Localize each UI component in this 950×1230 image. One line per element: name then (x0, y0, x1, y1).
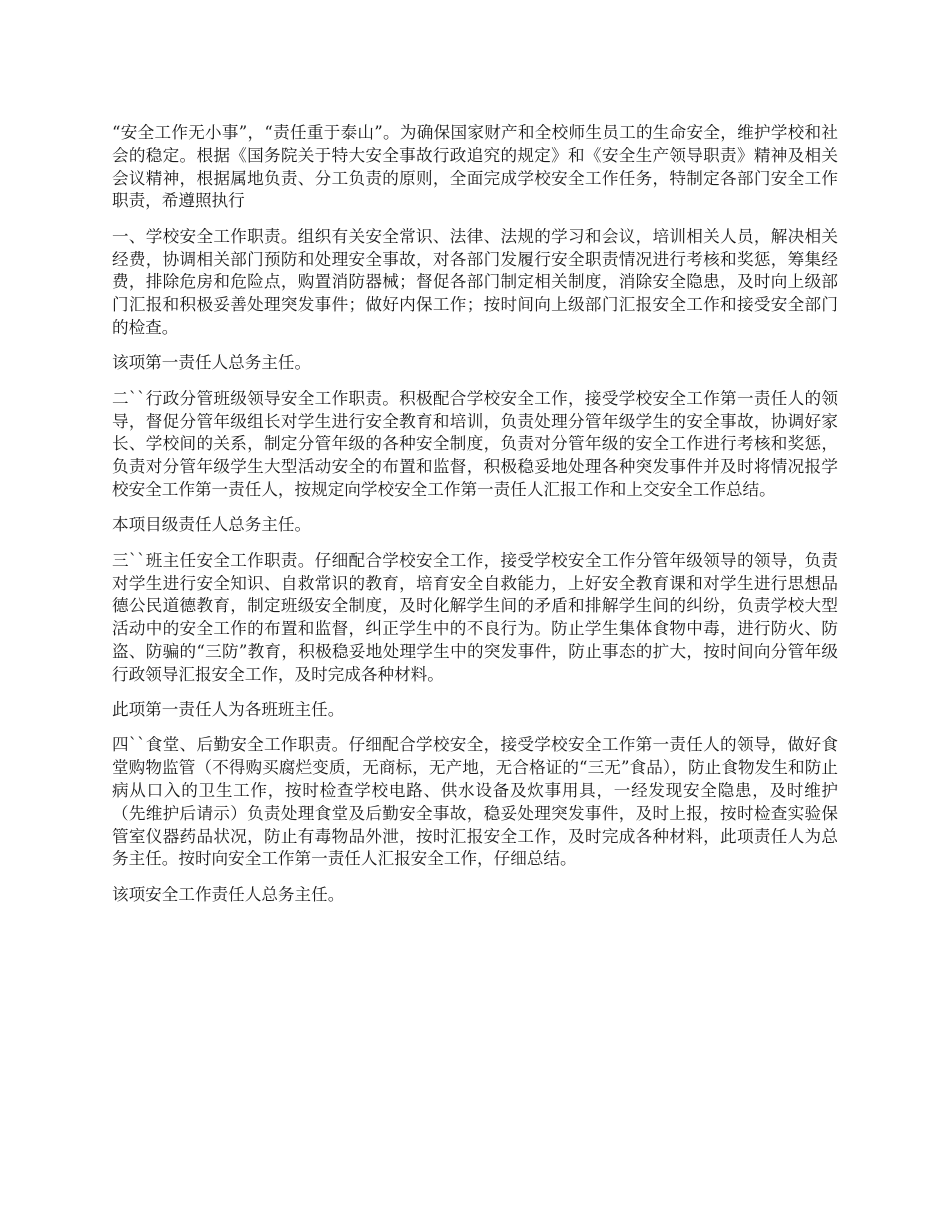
section-2-responsible: 本项目级责任人总务主任。 (112, 515, 312, 535)
section-3-responsible: 此项第一责任人为各班班主任。 (112, 700, 345, 720)
section-1-paragraph: 一、学校安全工作职责。组织有关安全常识、法律、法规的学习和会议，培训相关人员，解决相关经费，协调相关部门预防和处理安全事故，对各部门发履行安全职责情况进行考核和奖惩，筹集经费，排除危房和危险点，购置消防器械；督促各部门制定相关制度，消除安全隐患，及时向上级部门汇报和积极妥善处理突发事件；做好内保工作；按时间向上级部门汇报安全工作和接受安全部门的检查。 (112, 226, 838, 337)
section-2-paragraph: 二``行政分管班级领导安全工作职责。积极配合学校安全工作，接受学校安全工作第一责任人的领导，督促分管年级组长对学生进行安全教育和培训，负责处理分管年级学生的安全事故，协调好家长、学校间的关系，制定分管年级的各种安全制度，负责对分管年级的安全工作进行考核和奖惩，负责对分管年级学生大型活动安全的布置和监督，积极稳妥地处理各种突发事件并及时将情况报学校安全工作第一责任人，按规定向学校安全工作第一责任人汇报工作和上交安全工作总结。 (112, 388, 838, 499)
section-3-paragraph: 三``班主任安全工作职责。仔细配合学校安全工作，接受学校安全工作分管年级领导的领导，负责对学生进行安全知识、自救常识的教育，培育安全自救能力，上好安全教育课和对学生进行思想品德公民道德教育，制定班级安全制度，及时化解学生间的矛盾和排解学生间的纠纷，负责学校大型活动中的安全工作的布置和监督，纠正学生中的不良行为。防止学生集体食物中毒，进行防火、防盗、防骗的“三防”教育，积极稳妥地处理学生中的突发事件，防止事态的扩大，按时间向分管年级行政领导汇报安全工作，及时完成各种材料。 (112, 550, 838, 684)
section-4-paragraph: 四``食堂、后勤安全工作职责。仔细配合学校安全，接受学校安全工作第一责任人的领导，做好食堂购物监管（不得购买腐烂变质，无商标，无产地，无合格证的“三无”食品），防止食物发生和防止病从口入的卫生工作，按时检查学校电路、供水设备及炊事用具，一经发现安全隐患，及时维护（先维护后请示）负责处理食堂及后勤安全事故，稳妥处理突发事件，及时上报，按时检查实验保管室仪器药品状况，防止有毒物品外泄，按时汇报安全工作，及时完成各种材料，此项责任人为总务主任。按时向安全工作第一责任人汇报安全工作，仔细总结。 (112, 735, 838, 869)
section-4-responsible: 该项安全工作责任人总务主任。 (112, 884, 345, 904)
section-1-responsible: 该项第一责任人总务主任。 (112, 353, 312, 373)
document-body (112, 122, 838, 919)
intro-paragraph: “安全工作无小事”，“责任重于泰山”。为确保国家财产和全校师生员工的生命安全，维护学校和社会的稳定。根据《国务院关于特大安全事故行政追究的规定》和《安全生产领导职责》精神及相关会议精神，根据属地负责、分工负责的原则，全面完成学校安全工作任务，特制定各部门安全工作职责，希遵照执行 (112, 123, 838, 211)
